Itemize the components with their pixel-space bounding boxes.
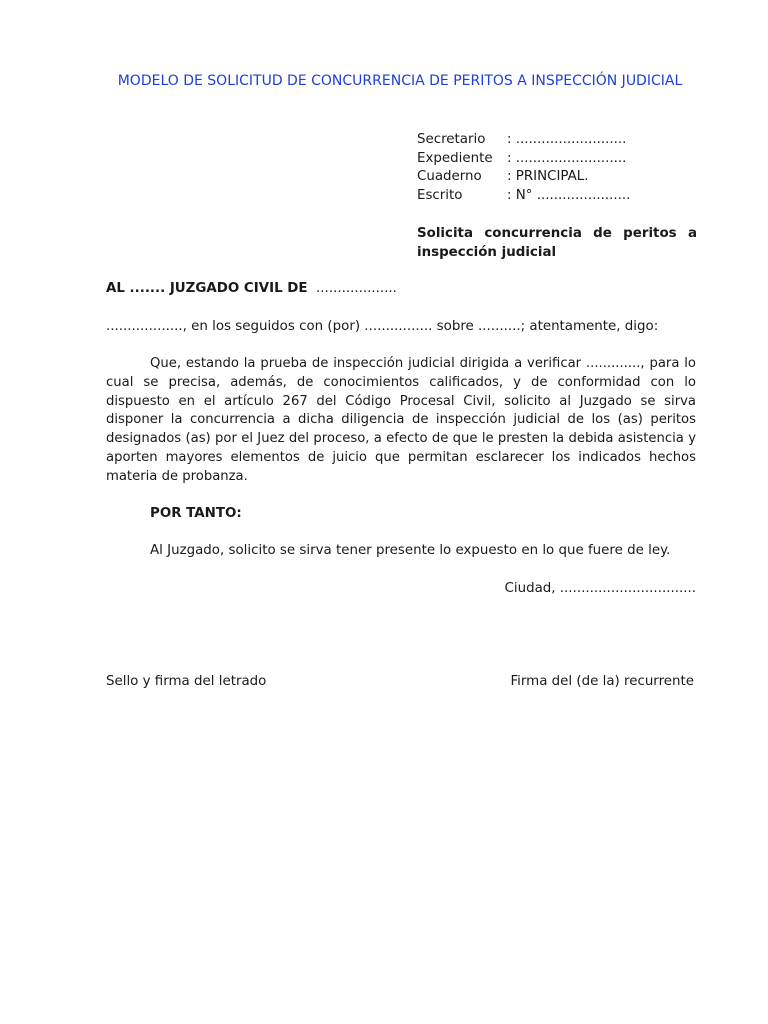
lawyer-signature-label: Sello y firma del letrado bbox=[106, 674, 267, 689]
request-paragraph: Al Juzgado, solicito se sirva tener presente lo expuesto en lo que fuere de ley. bbox=[150, 543, 671, 558]
meta-value: : .......................... bbox=[507, 150, 627, 166]
meta-label: Expediente bbox=[417, 150, 493, 166]
meta-row-escrito bbox=[417, 187, 630, 206]
meta-row-expediente bbox=[417, 150, 630, 169]
meta-label: Cuaderno bbox=[417, 169, 482, 184]
meta-row-secretario bbox=[417, 131, 630, 150]
addressee-placeholder: ................... bbox=[316, 281, 397, 296]
meta-value: : .......................... bbox=[507, 132, 627, 147]
meta-row-cuaderno bbox=[417, 168, 630, 187]
case-metadata bbox=[417, 131, 630, 205]
city-date-line: Ciudad, ................................ bbox=[504, 581, 696, 596]
meta-label: Escrito bbox=[417, 187, 463, 203]
document-title: MODELO DE SOLICITUD DE CONCURRENCIA DE PERITOS A INSPECCIÓN JUDICIAL bbox=[117, 73, 683, 89]
subject-summary: Solicita concurrencia de peritos a inspección judicial bbox=[417, 226, 697, 260]
meta-value: : PRINCIPAL. bbox=[507, 169, 589, 184]
body-paragraph: Que, estando la prueba de inspección judicial dirigida a verificar ............., para lo cual se precisa, además, de conocimientos calificados, y de conformidad con lo dispuesto en el artículo 267 del Código Procesal Civil, solicito al Juzgado se sirva disponer la concurrencia a dicha diligencia de inspección judicial de los (as) peritos designados (as) por el Juez del proceso, a efecto de que le presten la debida asistencia y aporten mayores elementos de juicio que permitan esclarecer los indicados hechos materia de probanza. bbox=[106, 356, 696, 484]
meta-label: Secretario bbox=[417, 132, 486, 147]
addressee-line bbox=[106, 281, 397, 296]
por-tanto-heading: POR TANTO: bbox=[150, 506, 242, 521]
meta-value: : N° ...................... bbox=[507, 187, 631, 203]
addressee-court: AL ....... JUZGADO CIVIL DE bbox=[106, 281, 308, 296]
intro-paragraph: .................., en los seguidos con (por) ................ sobre ..........; atentamente, digo: bbox=[106, 319, 659, 334]
petitioner-signature-label: Firma del (de la) recurrente bbox=[510, 674, 694, 689]
